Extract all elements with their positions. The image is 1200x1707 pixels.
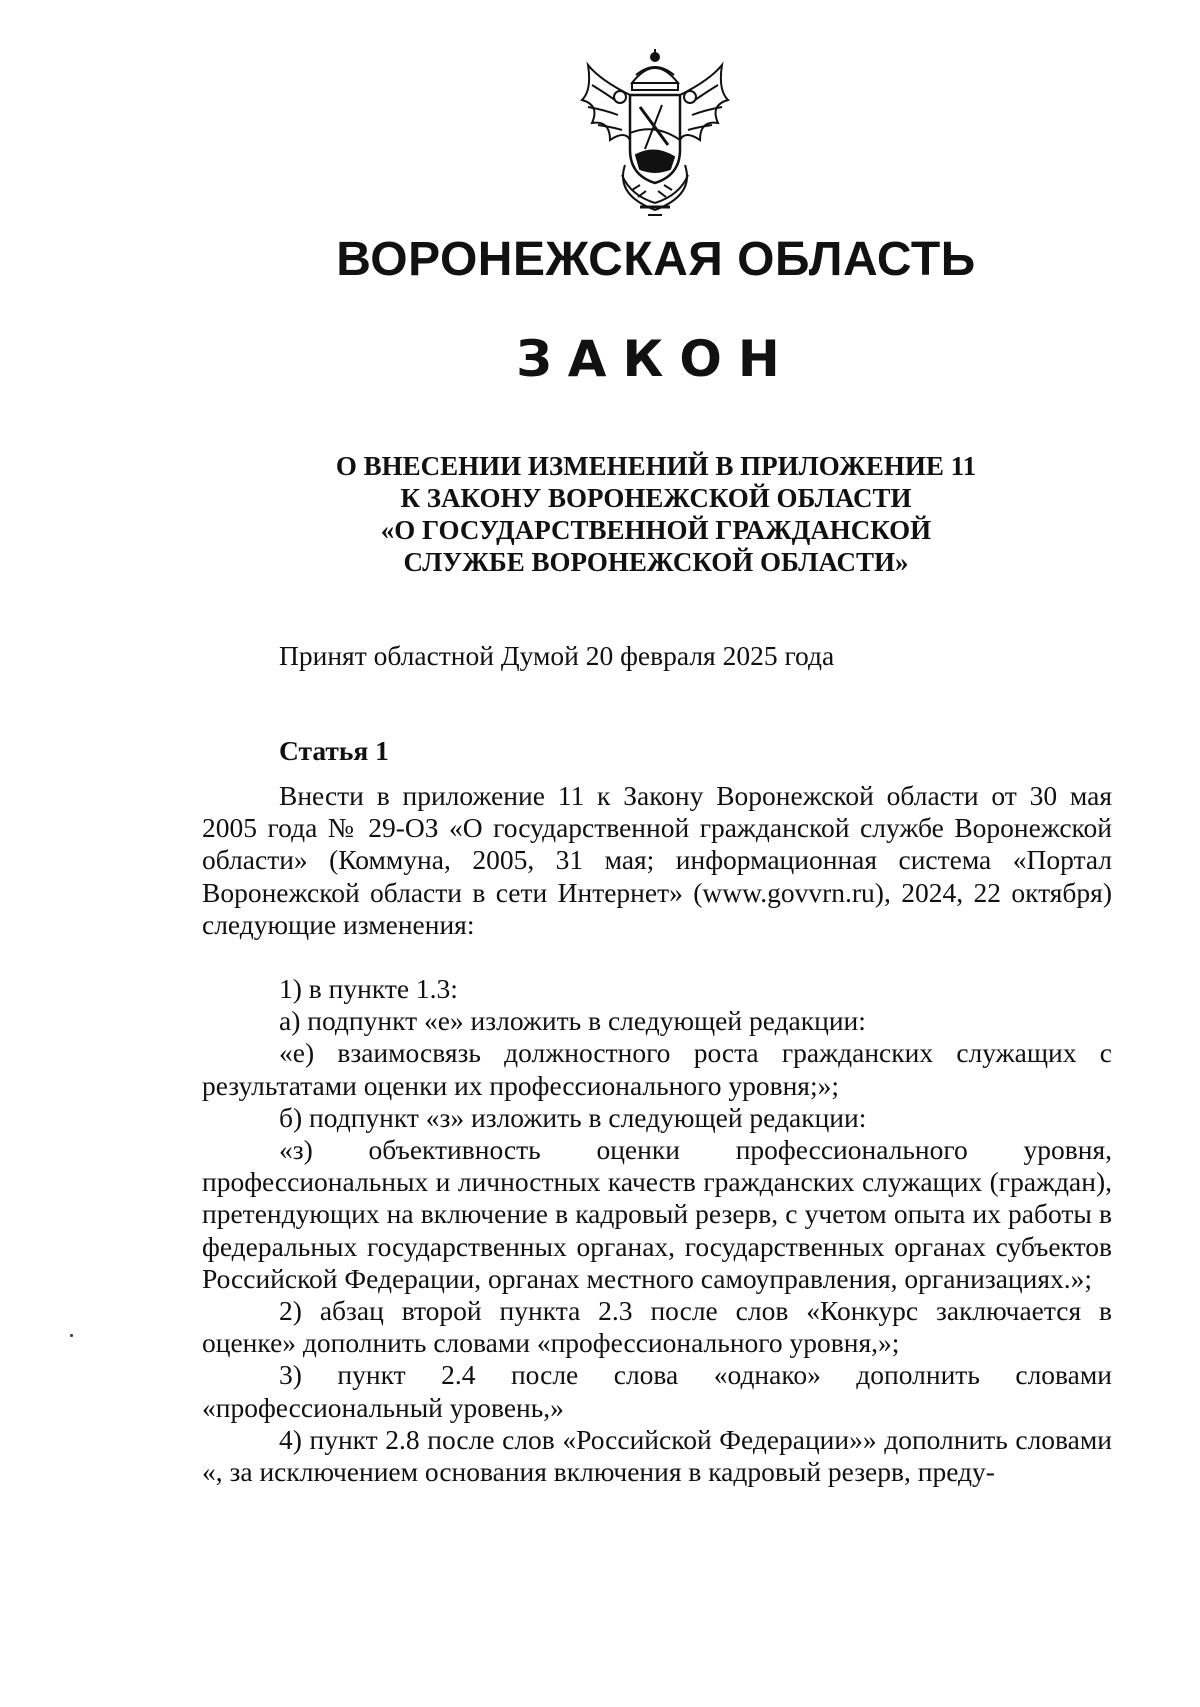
law-title-line: К ЗАКОНУ ВОРОНЕЖСКОЙ ОБЛАСТИ — [400, 483, 912, 513]
list-item: 4) пункт 2.8 после слов «Российской Федерации»» дополнить словами «, за исключением основания включения в кадровый резерв, преду- — [202, 1423, 1112, 1488]
region-heading: ВОРОНЕЖСКАЯ ОБЛАСТЬ — [336, 233, 976, 286]
list-item: а) подпункт «е» изложить в следующей редакции: — [279, 1005, 866, 1037]
adoption-note: Принят областной Думой 20 февраля 2025 года — [279, 640, 835, 671]
article-heading: Статья 1 — [279, 735, 389, 766]
list-item: б) подпункт «з» изложить в следующей редакции: — [279, 1101, 867, 1133]
law-title-line: СЛУЖБЕ ВОРОНЕЖСКОЙ ОБЛАСТИ» — [403, 547, 909, 577]
list-item: «з) объективность оценки профессионального уровня, профессиональных и личностных качеств гражданских служащих (граждан), претендующих на включение в кадровый резерв, с учетом опыта их работы в федеральных государственных органах, государственных органах субъектов Российской Федерации, органах местного самоуправления, организациях.»; — [202, 1134, 1112, 1294]
scan-speck — [70, 1334, 73, 1337]
article-intro-paragraph: Внести в приложение 11 к Закону Воронежской области от 30 мая 2005 года № 29-ОЗ «О государственной гражданской службе Воронежской области» (Коммуна, 2005, 31 мая; информационная система «Портал Воронежской области в сети Интернет» (www.govvrn.ru), 2024, 22 октября) следующие изменения: — [202, 780, 1112, 940]
document-type-heading: ЗАКОН — [516, 330, 796, 388]
list-item: 2) абзац второй пункта 2.3 после слов «Конкурс заключается в оценке» дополнить словами «профессионального уровня,»; — [202, 1295, 1112, 1359]
coat-of-arms-emblem — [570, 45, 740, 220]
law-title — [0, 450, 1200, 578]
law-title-line: О ВНЕСЕНИИ ИЗМЕНЕНИЙ В ПРИЛОЖЕНИЕ 11 — [335, 451, 977, 481]
amendment-list — [202, 973, 1112, 1488]
law-title-line: «О ГОСУДАРСТВЕННОЙ ГРАЖДАНСКОЙ — [380, 515, 932, 545]
list-item: 1) в пункте 1.3: — [279, 973, 458, 1004]
list-item: «е) взаимосвязь должностного роста гражданских служащих с результатами оценки их профессионального уровня;»; — [202, 1037, 1112, 1101]
list-item: 3) пункт 2.4 после слова «однако» дополнить словами «профессиональный уровень,» — [202, 1359, 1112, 1423]
